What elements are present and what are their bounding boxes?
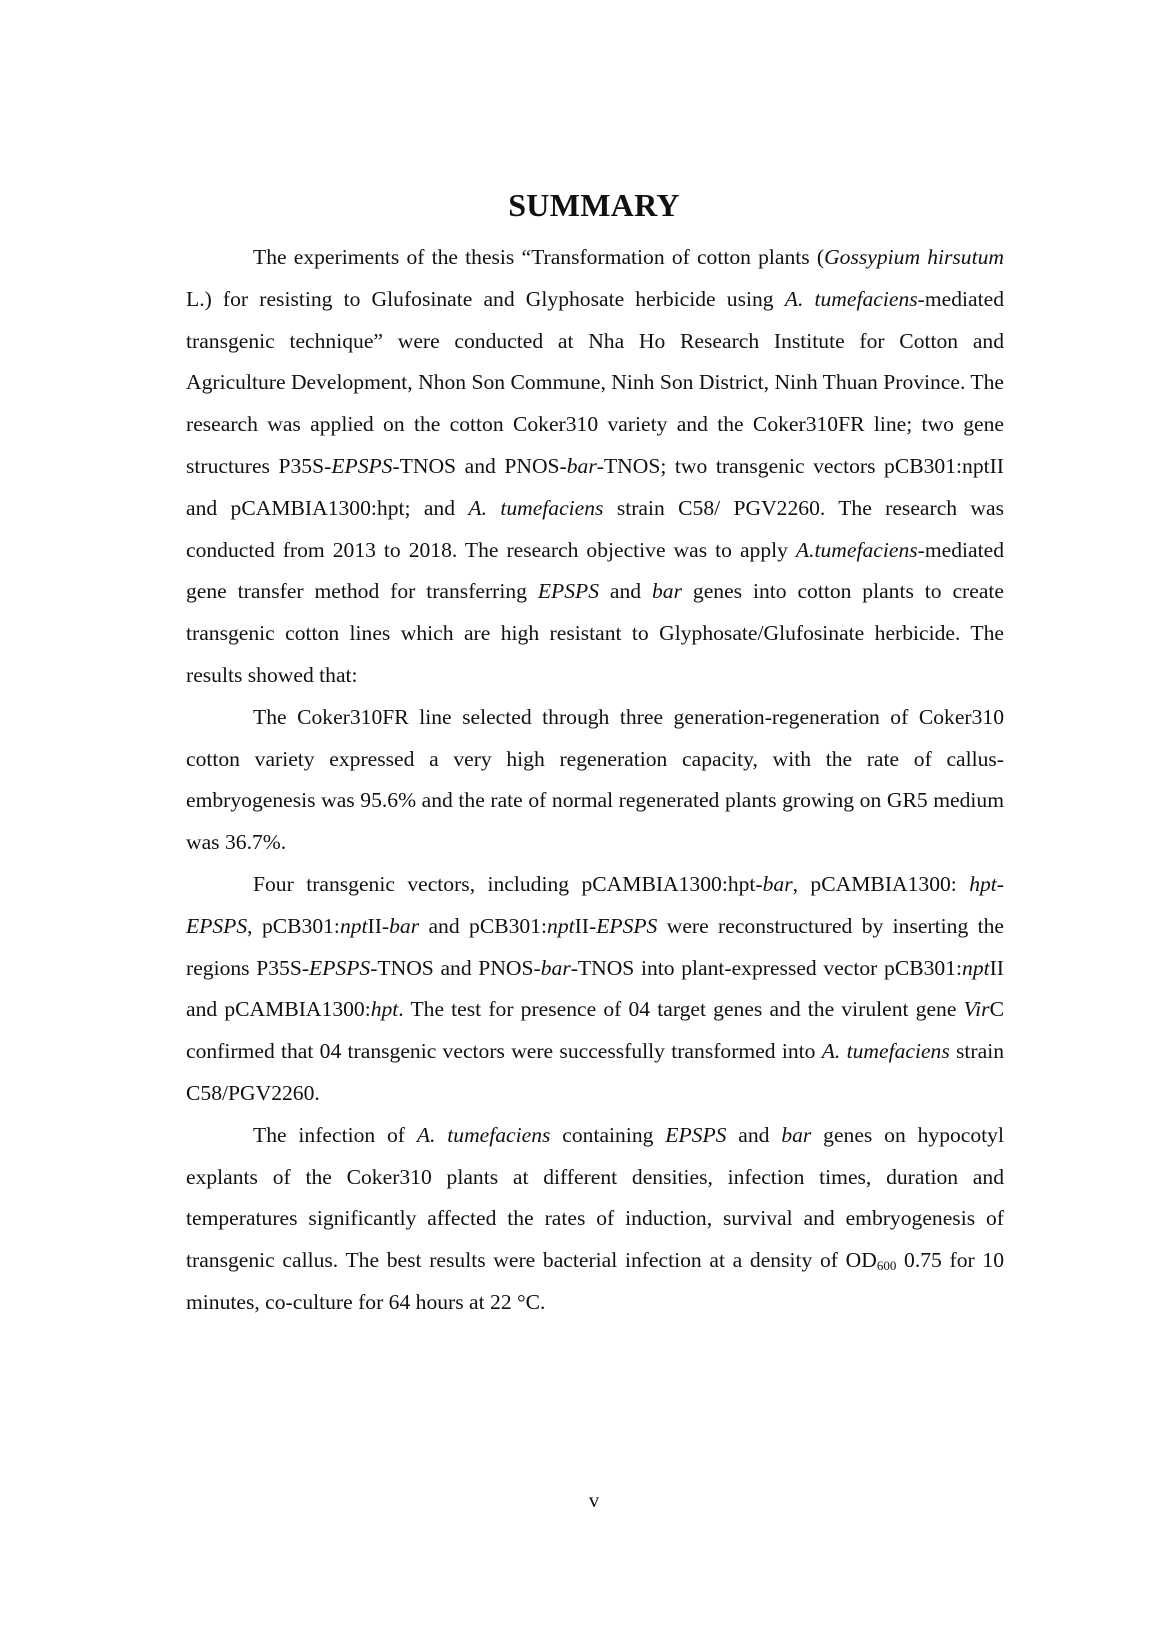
italic-term: EPSPS: [665, 1122, 727, 1147]
text-run: strain C58/PGV2260.: [186, 1039, 1005, 1105]
italic-term: A. tumefaciens: [416, 1122, 551, 1147]
paragraph-intro: [186, 237, 1004, 697]
italic-term: hpt-EPSPS: [186, 871, 1004, 938]
text-run: were reconstructured by inserting the regions P35S-: [186, 913, 1004, 980]
italic-term: EPSPS: [537, 579, 600, 604]
text-run: II-: [367, 913, 390, 938]
text-run: -TNOS into plant-expressed vector pCB301:: [570, 955, 963, 980]
text-run: C confirmed that 04 transgenic vectors were successfully transformed into: [186, 997, 1004, 1064]
text-run: L.) for resisting to Glufosinate and Glyphosate herbicide using: [186, 286, 785, 311]
italic-term: EPSPS: [596, 913, 658, 938]
italic-term: A.tumefaciens: [795, 537, 918, 562]
italic-term: Gossypium hirsutum: [824, 245, 1004, 269]
subscript: 600: [876, 1258, 897, 1274]
italic-term: bar: [540, 955, 571, 980]
italic-term: npt: [962, 955, 990, 980]
text-run: The Coker310FR line selected through three generation-regeneration of Coker310 cotton variety expressed a very high regeneration capacity, with the rate of callus-embryogenesis was 95.6% and the rate of normal regenerated plants growing on GR5 medium was 36.7%.: [186, 704, 1004, 855]
text-run: strain C58/ PGV2260. The research was conducted from 2013 to 2018. The research objective was to apply: [186, 495, 1005, 562]
text-run: II and pCAMBIA1300:: [186, 955, 1004, 1022]
italic-term: EPSPS: [309, 955, 371, 980]
text-run: containing: [550, 1122, 666, 1147]
italic-term: bar: [566, 453, 597, 478]
italic-term: bar: [389, 913, 420, 938]
text-run: The experiments of the thesis “Transformation of cotton plants (: [253, 245, 825, 269]
text-run: -TNOS and PNOS-: [370, 955, 541, 980]
summary-body: [186, 237, 1004, 1324]
text-run: 0.75 for 10 minutes, co-culture for 64 hours at 22 °C.: [186, 1248, 1004, 1314]
text-run: -TNOS; two transgenic vectors pCB301:nptII and pCAMBIA1300:hpt; and: [186, 453, 1004, 520]
page-number: v: [588, 1488, 600, 1512]
italic-term: hpt: [370, 997, 399, 1022]
paragraph-coker310fr: [186, 697, 1004, 864]
text-run: II-: [574, 913, 597, 938]
text-run: -mediated gene transfer method for transferring: [186, 537, 1004, 604]
text-run: and: [726, 1122, 782, 1147]
italic-term: EPSPS: [331, 453, 393, 478]
text-run: and: [599, 579, 652, 604]
italic-term: bar: [652, 579, 682, 604]
italic-term: bar: [762, 871, 793, 896]
paragraph-transgenic-vectors: [186, 864, 1004, 1115]
text-run: genes on hypocotyl explants of the Coker310 plants at different densities, infection times, duration and temperatures significantly affected the rates of induction, survival and embryogenesis of transgenic callus. The best results were bacterial infection at a density of OD: [186, 1122, 1004, 1273]
italic-term: A. tumefaciens: [784, 286, 918, 311]
text-run: -TNOS and PNOS-: [392, 453, 567, 478]
italic-term: A. tumefaciens: [468, 495, 604, 520]
text-run: -mediated transgenic technique” were conducted at Nha Ho Research Institute for Cotton and Agriculture Development, Nhon Son Commune, Ninh Son District, Ninh Thuan Province. The research was applied on the cotton Coker310 variety and the Coker310FR line; two gene structures P35S-: [186, 286, 1004, 478]
text-run: . The test for presence of 04 target genes and the virulent gene: [398, 997, 964, 1022]
italic-term: npt: [339, 913, 368, 938]
page-title: SUMMARY: [508, 187, 680, 223]
italic-term: bar: [781, 1122, 812, 1147]
text-run: genes into cotton plants to create transgenic cotton lines which are high resistant to Glyphosate/Glufosinate herbicide. The results showed that:: [186, 579, 1004, 687]
italic-term: npt: [547, 913, 575, 938]
italic-term: A. tumefaciens: [821, 1039, 950, 1064]
text-run: Four transgenic vectors, including pCAMBIA1300:hpt-: [253, 871, 763, 896]
text-run: and pCB301:: [419, 913, 548, 938]
text-run: The infection of: [253, 1122, 417, 1147]
text-run: , pCB301:: [247, 913, 340, 938]
italic-term: Vir: [963, 997, 990, 1022]
paragraph-infection: [186, 1115, 1004, 1324]
text-run: , pCAMBIA1300:: [792, 871, 970, 896]
